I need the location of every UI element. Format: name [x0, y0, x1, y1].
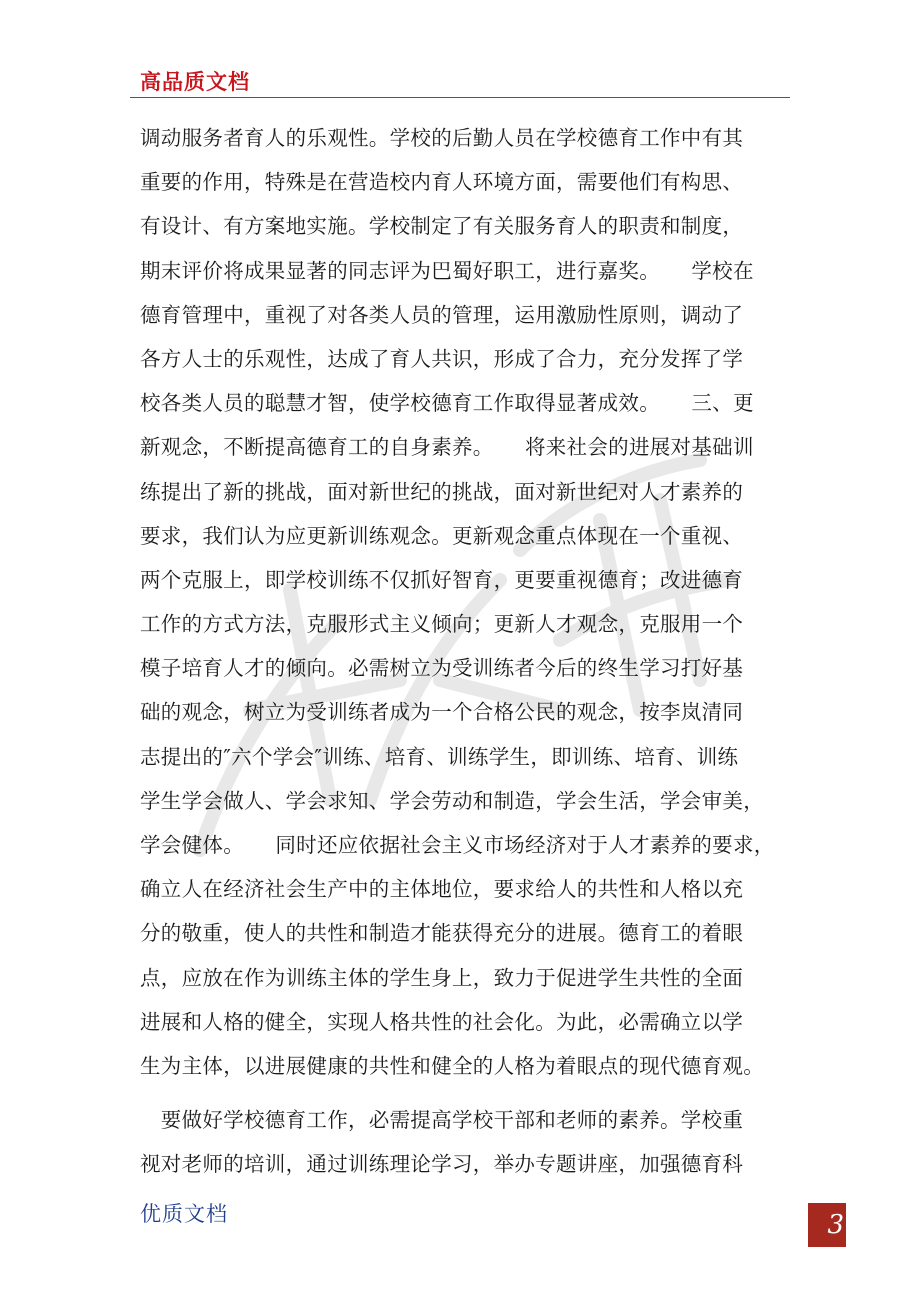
text-line: 点，应放在作为训练主体的学生身上，致力于促进学生共性的全面: [140, 965, 744, 990]
text-line: 分的敬重，使人的共性和制造才能获得充分的进展。德育工的着眼: [140, 921, 744, 946]
footer-title: 优质文档: [140, 1202, 228, 1226]
header-divider: [130, 97, 790, 98]
text-line: 期末评价将成果显著的同志评为巴蜀好职工，进行嘉奖。 学校在: [140, 258, 754, 283]
text-line: 新观念，不断提高德育工的自身素养。 将来社会的进展对基础训: [140, 435, 754, 460]
text-line: 调动服务者育人的乐观性。学校的后勤人员在学校德育工作中有其: [140, 126, 744, 150]
paragraph-line: 要做好学校德育工作，必需提高学校干部和老师的素养。学校重: [140, 1108, 744, 1133]
text-line: 重要的作用，特殊是在营造校内育人环境方面，需要他们有构思、: [140, 170, 744, 195]
text-line: 两个克服上，即学校训练不仅抓好智育，更要重视德育；改进德育: [140, 567, 744, 592]
text-line: 要求，我们认为应更新训练观念。更新观念重点体现在一个重视、: [140, 523, 744, 548]
text-line: 础的观念，树立为受训练者成为一个合格公民的观念，按李岚清同: [140, 700, 744, 725]
header-title: 高品质文档: [140, 70, 250, 94]
text-line: 确立人在经济社会生产中的主体地位，要求给人的共性和人格以充: [140, 877, 744, 902]
page-number-badge: 3: [808, 1203, 846, 1247]
text-line: 学会健体。 同时还应依据社会主义市场经济对于人才素养的要求，: [140, 833, 775, 857]
text-line: 学生学会做人、学会求知、学会劳动和制造，学会生活，学会审美，: [140, 788, 764, 813]
text-line: 进展和人格的健全，实现人格共性的社会化。为此，必需确立以学: [140, 1009, 744, 1034]
text-line: 工作的方式方法，克服形式主义倾向；更新人才观念，克服用一个: [140, 612, 744, 637]
text-line: 校各类人员的聪慧才智，使学校德育工作取得显著成效。 三、更: [140, 391, 754, 416]
text-line: 志提出的″六个学会″训练、培育、训练学生，即训练、培育、训练: [140, 744, 739, 769]
text-line: 练提出了新的挑战，面对新世纪的挑战，面对新世纪对人才素养的: [140, 479, 744, 504]
paragraph-line: 视对老师的培训，通过训练理论学习，举办专题讲座，加强德育科: [140, 1152, 744, 1177]
body-text: [140, 116, 785, 1187]
text-line: 生为主体，以进展健康的共性和健全的人格为着眼点的现代德育观。: [140, 1053, 764, 1078]
text-line: 德育管理中，重视了对各类人员的管理，运用激励性原则，调动了: [140, 302, 744, 327]
text-line: 有设计、有方案地实施。学校制定了有关服务育人的职责和制度，: [140, 214, 744, 239]
text-line: 各方人士的乐观性，达成了育人共识，形成了合力，充分发挥了学: [140, 346, 744, 371]
text-line: 模子培育人才的倾向。必需树立为受训练者今后的终生学习打好基: [140, 656, 744, 681]
